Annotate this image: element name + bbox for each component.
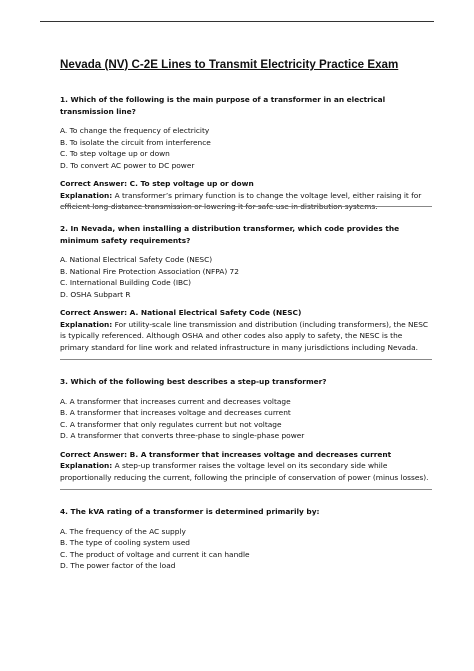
option-c: C. The product of voltage and current it can handle [60,549,250,559]
explanation-text: For utility-scale line transmission and distribution (including transformers), the NESC is typically referenced. Although OSHA and other codes also apply to safety, the NESC is the primary standard for line work and related infrastructure in many jurisdictions including Nevada. [60,319,429,352]
question-block-3 [60,376,432,483]
question-text: 4. The kVA rating of a transformer is determined primarily by: [60,507,320,516]
option-a: A. National Electrical Safety Code (NESC) [60,255,213,264]
question-block-4 [60,506,432,572]
explanation [60,460,432,483]
option-a: A. To change the frequency of electricity [60,126,210,135]
page-title: Nevada (NV) C-2E Lines to Transmit Electricity Practice Exam [60,58,399,71]
page-top-rule [40,21,434,22]
question-text: 3. Which of the following best describes a step-up transformer? [60,377,327,386]
correct-answer: Correct Answer: B. A transformer that increases voltage and decreases current [60,449,392,459]
explanation-label: Explanation: [60,319,113,329]
explanation-text: A transformer’s primary function is to change the voltage level, either raising it for efficient long-distance transmission or lowering it for safe use in distribution systems. [60,190,422,211]
question-text: 2. In Nevada, when installing a distribution transformer, which code provides the minimum safety requirements? [60,224,400,245]
question-text: 1. Which of the following is the main purpose of a transformer in an electrical transmission line? [60,95,386,116]
question-divider-1 [60,206,432,207]
explanation-text: A step-up transformer raises the voltage level on its secondary side while proportionally reducing the current, following the principle of conservation of power (minus losses). [60,461,429,482]
explanation-label: Explanation: [60,190,113,200]
question-block-1 [60,94,432,213]
option-b: B. A transformer that increases voltage and decreases current [60,408,291,417]
option-d: D. A transformer that converts three-phase to single-phase power [60,431,305,440]
correct-answer: Correct Answer: C. To step voltage up or down [60,179,254,188]
option-b: B. The type of cooling system used [60,538,190,547]
option-c: C. International Building Code (IBC) [60,278,192,287]
question-block-2 [60,223,432,353]
question-divider-3 [60,489,432,490]
option-d: D. To convert AC power to DC power [60,160,195,170]
explanation-label: Explanation: [60,461,113,470]
option-a: A. A transformer that increases current and decreases voltage [60,396,291,406]
explanation [60,319,432,354]
option-b: B. To isolate the circuit from interference [60,137,211,147]
option-d: D. OSHA Subpart R [60,289,131,299]
option-b: B. National Fire Protection Association (NFPA) 72 [60,266,239,276]
option-c: C. A transformer that only regulates current but not voltage [60,419,282,429]
explanation [60,190,432,213]
option-c: C. To step voltage up or down [60,149,170,158]
question-divider-2 [60,359,432,360]
correct-answer: Correct Answer: A. National Electrical Safety Code (NESC) [60,308,302,317]
option-d: D. The power factor of the load [60,561,176,570]
option-a: A. The frequency of the AC supply [60,526,186,536]
